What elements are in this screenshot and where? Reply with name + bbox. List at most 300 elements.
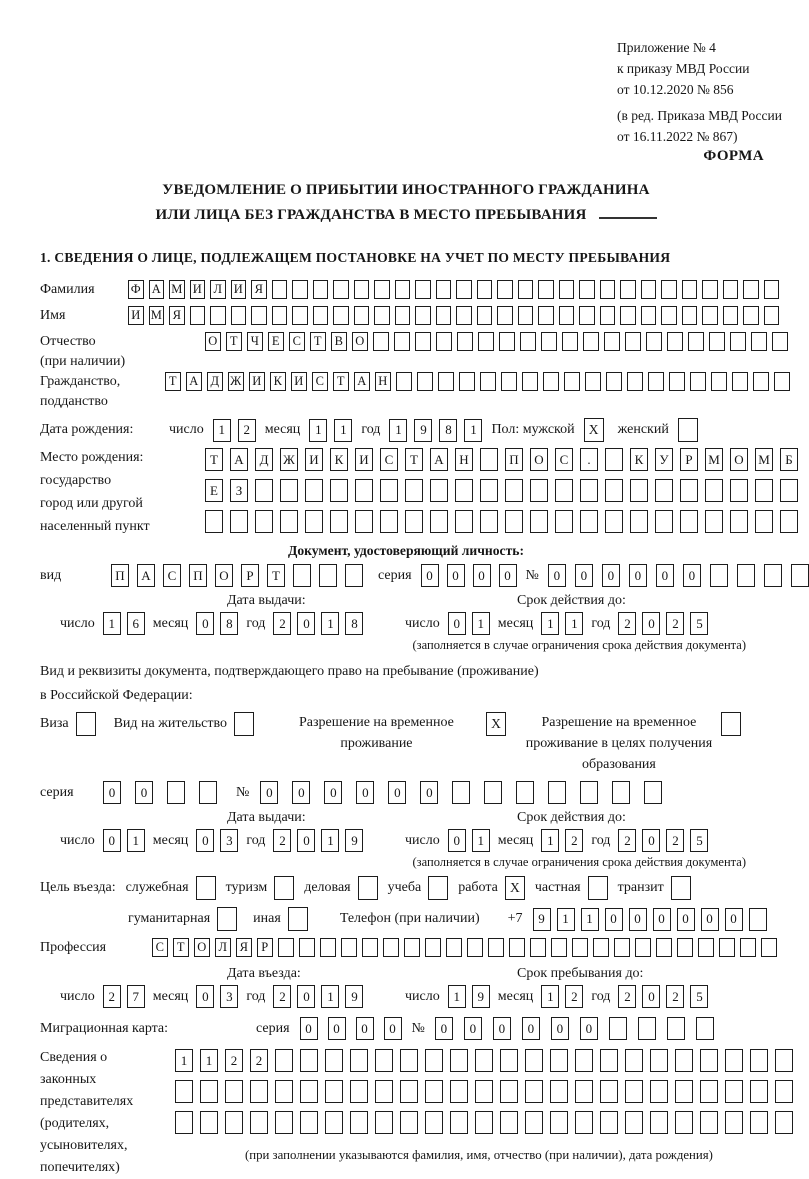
form-cell: 0	[435, 1017, 453, 1040]
form-cell	[525, 1049, 543, 1072]
edition-line-2: от 16.11.2022 № 867)	[617, 128, 738, 144]
form-cell: П	[111, 564, 129, 587]
form-cell: 0	[421, 564, 439, 587]
migration-series-cells	[300, 1017, 402, 1040]
birth-day-cells	[213, 419, 256, 442]
profession-label: Профессия	[40, 939, 107, 955]
form-cell: 0	[677, 908, 695, 931]
form-cell	[650, 1111, 668, 1134]
form-cell	[455, 510, 473, 533]
temp-residence-education-checkbox	[721, 712, 741, 736]
birthplace-cells-row3	[205, 510, 798, 533]
form-cell	[520, 332, 536, 351]
form-cell: Т	[333, 372, 349, 391]
form-cell	[688, 332, 704, 351]
birthplace-cells-row1	[205, 448, 798, 471]
form-cell	[374, 280, 390, 299]
form-cell	[478, 332, 494, 351]
form-cell: 1	[200, 1049, 218, 1072]
form-cell: 0	[103, 781, 121, 804]
stay-date: число 1 9 месяц 1 2 год 2 0 2 5	[405, 985, 708, 1008]
temp-residence-option: Разрешение на временное проживание X	[274, 712, 506, 754]
form-cell	[575, 1111, 593, 1134]
form-cell: 1	[464, 419, 482, 442]
form-cell	[355, 510, 373, 533]
form-cell: 0	[297, 612, 315, 635]
form-cell: Т	[165, 372, 181, 391]
form-cell	[404, 938, 420, 957]
form-cell	[300, 1080, 318, 1103]
form-cell	[436, 280, 452, 299]
form-cell: М	[705, 448, 723, 471]
form-cell: Д	[207, 372, 223, 391]
form-cell	[480, 479, 498, 502]
birth-month-label: месяц	[264, 422, 301, 437]
form-cell	[705, 510, 723, 533]
form-cell: Т	[267, 564, 285, 587]
form-cell: Ч	[247, 332, 263, 351]
form-cell: 0	[464, 1017, 482, 1040]
form-cell: О	[194, 938, 210, 957]
form-cell	[609, 1017, 627, 1040]
form-cell: 1	[541, 985, 559, 1008]
residence-valid-date: число 0 1 месяц 1 2 год 2 0 2 5	[405, 829, 708, 852]
doc-dates-row	[40, 612, 772, 635]
representatives-cells-block	[175, 1049, 793, 1163]
purpose-private: частная	[535, 876, 608, 900]
form-cell: 5	[690, 612, 708, 635]
form-cell: 0	[328, 1017, 346, 1040]
purpose-work-checkbox: X	[505, 876, 525, 900]
form-cell	[325, 1080, 343, 1103]
form-cell	[648, 372, 664, 391]
form-cell: 0	[388, 781, 406, 804]
form-cell	[705, 479, 723, 502]
form-cell: Н	[455, 448, 473, 471]
form-cell: 1	[389, 419, 407, 442]
form-cell	[755, 479, 773, 502]
form-cell: И	[128, 306, 144, 325]
appendix-line-1: Приложение № 4	[617, 40, 716, 55]
form-cell: Т	[173, 938, 189, 957]
form-cell	[509, 938, 525, 957]
form-cell: Р	[241, 564, 259, 587]
sex-label: Пол: мужской	[491, 422, 575, 437]
form-cell	[497, 280, 513, 299]
entry-year	[273, 985, 363, 1008]
form-cell	[272, 280, 288, 299]
birthdate-row	[40, 418, 772, 442]
doc-valid-year	[618, 612, 708, 635]
form-title-line-1: УВЕДОМЛЕНИЕ О ПРИБЫТИИ ИНОСТРАННОГО ГРАЖДАНИНА	[162, 182, 650, 198]
form-cell	[572, 938, 588, 957]
form-cell	[300, 1049, 318, 1072]
form-cell: 1	[321, 612, 339, 635]
form-cell: Л	[210, 280, 226, 299]
residence-valid-heading: Срок действия до:	[517, 810, 626, 825]
form-cell	[600, 1111, 618, 1134]
purpose-business-checkbox	[358, 876, 378, 900]
doc-type-cells	[111, 564, 363, 587]
form-cell: 0	[499, 564, 517, 587]
form-cell	[753, 372, 769, 391]
patronymic-sublabel: (при наличии)	[40, 354, 126, 369]
form-cell: 3	[220, 829, 238, 852]
representatives-cells-row2	[175, 1080, 793, 1103]
form-cell	[761, 938, 777, 957]
firstname-label: Имя	[40, 307, 66, 323]
form-cell	[275, 1080, 293, 1103]
form-cell	[210, 306, 226, 325]
form-cell: 2	[565, 829, 583, 852]
form-cell	[751, 332, 767, 351]
form-cell: Ж	[280, 448, 298, 471]
form-cell	[743, 306, 759, 325]
form-cell: И	[190, 280, 206, 299]
form-cell	[505, 479, 523, 502]
form-cell: Е	[205, 479, 223, 502]
doc-valid-heading: Срок действия до:	[517, 593, 626, 608]
form-cell	[525, 1111, 543, 1134]
representatives-row	[40, 1047, 772, 1179]
form-cell: М	[149, 306, 165, 325]
form-cell: О	[530, 448, 548, 471]
form-cell	[400, 1111, 418, 1134]
form-cell	[740, 938, 756, 957]
form-cell	[555, 479, 573, 502]
citizenship-cells	[165, 372, 790, 391]
form-cell: 1	[321, 829, 339, 852]
form-cell	[251, 306, 267, 325]
form-cell: 0	[548, 564, 566, 587]
form-cell: 0	[324, 781, 342, 804]
form-cell	[580, 781, 598, 804]
form-cell: 2	[666, 985, 684, 1008]
form-cell: 0	[135, 781, 153, 804]
purpose-private-checkbox	[588, 876, 608, 900]
form-cell	[538, 280, 554, 299]
purpose-row	[40, 876, 772, 900]
form-cell: С	[380, 448, 398, 471]
doc-valid-note: (заполняется в случае ограничения срока действия документа)	[412, 638, 746, 652]
form-cell: 2	[666, 612, 684, 635]
form-cell: 1	[541, 829, 559, 852]
form-cell	[644, 781, 662, 804]
form-cell	[500, 1080, 518, 1103]
migration-number-label: №	[411, 1020, 425, 1036]
profession-cells	[152, 938, 777, 957]
form-cell	[438, 372, 454, 391]
form-cell	[638, 1017, 656, 1040]
form-cell: 1	[103, 612, 121, 635]
form-cell	[417, 372, 433, 391]
form-cell	[604, 332, 620, 351]
form-cell	[200, 1080, 218, 1103]
residence-valid-year	[618, 829, 708, 852]
form-cell	[350, 1080, 368, 1103]
form-cell	[710, 564, 728, 587]
form-cell: 9	[345, 829, 363, 852]
doc-valid-date: число 0 1 месяц 1 1 год 2 0 2 5	[405, 612, 708, 635]
residence-issue-day	[103, 829, 145, 852]
birthplace-cells-block	[205, 448, 798, 541]
form-cell	[415, 280, 431, 299]
form-cell	[541, 332, 557, 351]
purpose-humanitarian: гуманитарная	[128, 907, 237, 931]
form-cell: 9	[472, 985, 490, 1008]
form-cell	[709, 332, 725, 351]
form-cell	[313, 280, 329, 299]
birth-year-cells	[389, 419, 482, 442]
purpose-other-checkbox	[288, 907, 308, 931]
form-cell	[175, 1080, 193, 1103]
doc-issue-date: число 1 6 месяц 0 8 год 2 0 1 8	[40, 612, 405, 635]
residence-issue-month	[196, 829, 238, 852]
residence-options-row	[40, 712, 772, 775]
form-cell	[730, 332, 746, 351]
form-cell	[395, 306, 411, 325]
form-cell: И	[291, 372, 307, 391]
form-cell	[450, 1080, 468, 1103]
form-cell	[600, 1049, 618, 1072]
form-cell	[425, 938, 441, 957]
purpose-tourism-checkbox	[274, 876, 294, 900]
migration-series-label: серия	[256, 1020, 290, 1036]
section1-heading: 1. СВЕДЕНИЯ О ЛИЦЕ, ПОДЛЕЖАЩЕМ ПОСТАНОВКЕ НА УЧЕТ ПО МЕСТУ ПРЕБЫВАНИЯ	[40, 250, 671, 265]
form-cell	[456, 280, 472, 299]
form-cell: 2	[618, 612, 636, 635]
birthplace-label: Место рождения: государство город или другой населенный пункт	[40, 450, 150, 534]
form-label: ФОРМА	[703, 148, 764, 164]
form-cell: 0	[297, 829, 315, 852]
form-cell	[436, 332, 452, 351]
form-cell	[562, 332, 578, 351]
residence-issue-date: число 0 1 месяц 0 3 год 2 0 1 9	[40, 829, 405, 852]
form-cell	[655, 510, 673, 533]
form-cell: 0	[551, 1017, 569, 1040]
form-cell: 0	[196, 612, 214, 635]
form-cell	[690, 372, 706, 391]
sex-female-checkbox	[678, 418, 698, 442]
doc-issue-month	[196, 612, 238, 635]
residence-issue-year	[273, 829, 363, 852]
form-cell	[333, 306, 349, 325]
form-cell: 7	[127, 985, 145, 1008]
form-cell: 2	[225, 1049, 243, 1072]
form-cell	[555, 510, 573, 533]
form-cell: А	[137, 564, 155, 587]
form-cell: И	[305, 448, 323, 471]
identity-doc-row	[40, 564, 772, 587]
citizenship-row	[40, 372, 772, 412]
form-cell	[345, 564, 363, 587]
appendix-block	[617, 38, 782, 148]
form-cell	[362, 938, 378, 957]
form-cell	[280, 510, 298, 533]
form-cell: 9	[345, 985, 363, 1008]
form-cell: Д	[255, 448, 273, 471]
form-cell: С	[289, 332, 305, 351]
firstname-row	[40, 306, 772, 325]
form-cell	[543, 372, 559, 391]
form-cell	[737, 564, 755, 587]
citizenship-sublabel: подданство	[40, 394, 108, 409]
form-cell: 0	[575, 564, 593, 587]
form-cell	[480, 448, 498, 471]
form-cell	[575, 1080, 593, 1103]
form-cell	[605, 448, 623, 471]
form-cell: 9	[533, 908, 551, 931]
form-cell	[499, 332, 515, 351]
doc-type-label: вид	[40, 567, 62, 583]
form-cell: 5	[690, 829, 708, 852]
form-cell	[319, 564, 337, 587]
form-cell: В	[331, 332, 347, 351]
form-cell: Т	[310, 332, 326, 351]
form-cell: С	[163, 564, 181, 587]
form-cell: С	[312, 372, 328, 391]
form-cell	[530, 938, 546, 957]
form-cell: М	[755, 448, 773, 471]
form-cell	[375, 1049, 393, 1072]
form-cell: 1	[309, 419, 327, 442]
form-cell	[702, 280, 718, 299]
form-cell: И	[231, 280, 247, 299]
purpose-official-checkbox	[196, 876, 216, 900]
form-cell: 0	[493, 1017, 511, 1040]
form-cell: 0	[103, 829, 121, 852]
surname-cells	[128, 280, 779, 299]
form-cell: 0	[356, 1017, 374, 1040]
form-cell	[278, 938, 294, 957]
form-cell: 2	[273, 612, 291, 635]
form-cell	[475, 1111, 493, 1134]
form-cell	[580, 510, 598, 533]
purpose-work: работа X	[458, 876, 525, 900]
birth-month-cells	[309, 419, 352, 442]
form-cell	[405, 510, 423, 533]
form-cell	[579, 306, 595, 325]
residence-series-row	[40, 781, 772, 804]
form-cell	[661, 306, 677, 325]
form-cell	[680, 479, 698, 502]
form-cell: С	[555, 448, 573, 471]
form-cell	[400, 1049, 418, 1072]
form-cell	[350, 1049, 368, 1072]
form-cell	[293, 564, 311, 587]
form-cell: Е	[268, 332, 284, 351]
form-cell	[500, 1049, 518, 1072]
form-cell	[780, 510, 798, 533]
form-cell: 0	[297, 985, 315, 1008]
form-cell	[459, 372, 475, 391]
form-cell	[667, 1017, 685, 1040]
purpose-business: деловая	[304, 876, 377, 900]
form-cell: 2	[618, 829, 636, 852]
form-cell: 0	[602, 564, 620, 587]
form-cell: Т	[205, 448, 223, 471]
birth-day-label: число	[169, 422, 204, 437]
residence-number-label: №	[236, 784, 250, 800]
form-cell	[630, 510, 648, 533]
form-cell	[620, 306, 636, 325]
form-cell	[702, 306, 718, 325]
form-cell	[199, 781, 217, 804]
form-cell: 0	[384, 1017, 402, 1040]
migration-card-label: Миграционная карта:	[40, 1020, 169, 1036]
birthdate-label: Дата рождения:	[40, 422, 134, 437]
form-cell	[354, 280, 370, 299]
form-cell	[635, 938, 651, 957]
appendix-line-3: от 10.12.2020 № 856	[617, 81, 734, 97]
form-cell	[750, 1049, 768, 1072]
doc-issue-year	[273, 612, 363, 635]
form-cell	[725, 1111, 743, 1134]
form-cell: 0	[473, 564, 491, 587]
form-cell	[374, 306, 390, 325]
form-cell	[355, 479, 373, 502]
purpose-other: иная	[253, 907, 308, 931]
form-cell: 0	[701, 908, 719, 931]
purpose-tourism: туризм	[226, 876, 295, 900]
form-cell	[580, 479, 598, 502]
form-cell	[430, 479, 448, 502]
form-cell	[764, 564, 782, 587]
entry-date-headings	[40, 966, 772, 982]
purpose-transit: транзит	[618, 876, 691, 900]
stay-date-heading: Срок пребывания до:	[517, 966, 644, 981]
purpose-study-checkbox	[428, 876, 448, 900]
patronymic-label: Отчество (при наличии)	[40, 332, 205, 372]
form-cell: 2	[618, 985, 636, 1008]
stay-day	[448, 985, 490, 1008]
form-cell	[250, 1111, 268, 1134]
form-cell	[300, 1111, 318, 1134]
form-cell	[700, 1080, 718, 1103]
form-cell: 0	[420, 781, 438, 804]
form-cell	[405, 479, 423, 502]
form-cell	[600, 306, 616, 325]
entry-date: число 2 7 месяц 0 3 год 2 0 1 9	[40, 985, 405, 1008]
form-cell: Л	[215, 938, 231, 957]
citizenship-label: Гражданство, подданство	[40, 372, 165, 412]
form-cell	[380, 510, 398, 533]
form-cell: У	[655, 448, 673, 471]
form-cell	[612, 781, 630, 804]
form-cell	[661, 280, 677, 299]
form-cell: А	[230, 448, 248, 471]
phone-cells	[533, 908, 767, 931]
form-cell	[425, 1080, 443, 1103]
doc-valid-day	[448, 612, 490, 635]
form-cell	[700, 1111, 718, 1134]
birth-year-label: год	[361, 422, 381, 437]
form-cell	[280, 479, 298, 502]
form-cell	[200, 1111, 218, 1134]
form-cell	[641, 280, 657, 299]
form-cell	[548, 781, 566, 804]
form-cell	[325, 1049, 343, 1072]
form-cell	[480, 510, 498, 533]
form-cell	[500, 1111, 518, 1134]
residence-date-headings	[40, 810, 772, 826]
form-cell	[627, 372, 643, 391]
sex-male-checkbox: X	[584, 418, 604, 442]
form-cell	[680, 510, 698, 533]
form-cell	[450, 1049, 468, 1072]
form-cell	[354, 306, 370, 325]
doc-issue-heading: Дата выдачи:	[227, 593, 306, 608]
